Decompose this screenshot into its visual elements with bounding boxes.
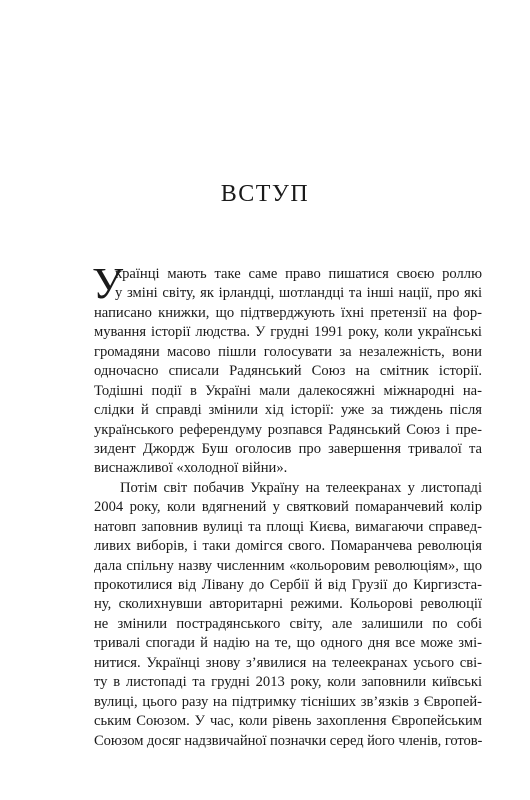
text-line: українського референдуму розпався Радянський Союз і пре- bbox=[94, 421, 482, 438]
drop-cap-letter: У bbox=[92, 259, 124, 308]
text-line: громадяни масово пішли голосувати за незалежність, вони bbox=[94, 343, 482, 360]
chapter-title: ВСТУП bbox=[220, 181, 310, 207]
text-line: натовп заповнив вулиці та площі Києва, вимагаючи справед- bbox=[94, 518, 482, 535]
text-line: Союзом досяг надзвичайної позначки серед його членів, готов- bbox=[94, 732, 483, 749]
text-line: ну, сколихнувши авторитарні режими. Кольорові революції bbox=[94, 596, 482, 613]
text-line: слідки й справді змінили хід історії: уже за тиждень після bbox=[94, 402, 482, 419]
text-line: країнці мають таке саме право пишатися своєю роллю bbox=[115, 266, 482, 282]
text-line: написано книжки, що підтверджують їхні претензії на фор- bbox=[94, 304, 482, 321]
text-line: мування історії людства. У грудні 1991 року, коли українські bbox=[94, 324, 482, 341]
text-line: тривалі спогади й надію на те, що одного дня все може змі- bbox=[94, 635, 482, 652]
text-line: вулиці, цього разу на підтримку тісніших зв’язків з Європей- bbox=[94, 693, 482, 710]
body-text bbox=[94, 265, 482, 751]
text-line: Потім світ побачив Україну на телеекранах у листопаді bbox=[120, 479, 482, 496]
text-line: виснажливої «холодної війни». bbox=[94, 460, 288, 477]
text-line: дала спільну назву численним «кольоровим революціям», що bbox=[94, 557, 482, 574]
text-line: не змінили пострадянського світу, але залишили по собі bbox=[94, 615, 482, 632]
text-line: прокотилися від Лівану до Сербії й від Грузії до Киргизста- bbox=[94, 577, 482, 593]
text-line: ським Союзом. У час, коли рівень захоплення Європейським bbox=[94, 713, 482, 730]
text-line: ту в листопаді та грудні 2013 року, коли заповнили київські bbox=[94, 674, 482, 691]
text-line: зидент Джордж Буш оголосив про завершення тривалої та bbox=[94, 440, 482, 457]
text-line: 2004 року, коли вдягнений у святковий помаранчевий колір bbox=[94, 499, 482, 516]
text-line: у зміні світу, як ірландці, шотландці та інші нації, про які bbox=[115, 285, 482, 302]
text-line: Тодішні події в Україні мали далекосяжні міжнародні на- bbox=[94, 382, 482, 399]
text-line: ливих виборів, і таки домігся свого. Помаранчева революція bbox=[94, 538, 482, 555]
text-line: одночасно списали Радянський Союз на смітник історії. bbox=[94, 363, 482, 380]
text-line: нитися. Українці знову з’явилися на телеекранах усього сві- bbox=[94, 654, 482, 671]
